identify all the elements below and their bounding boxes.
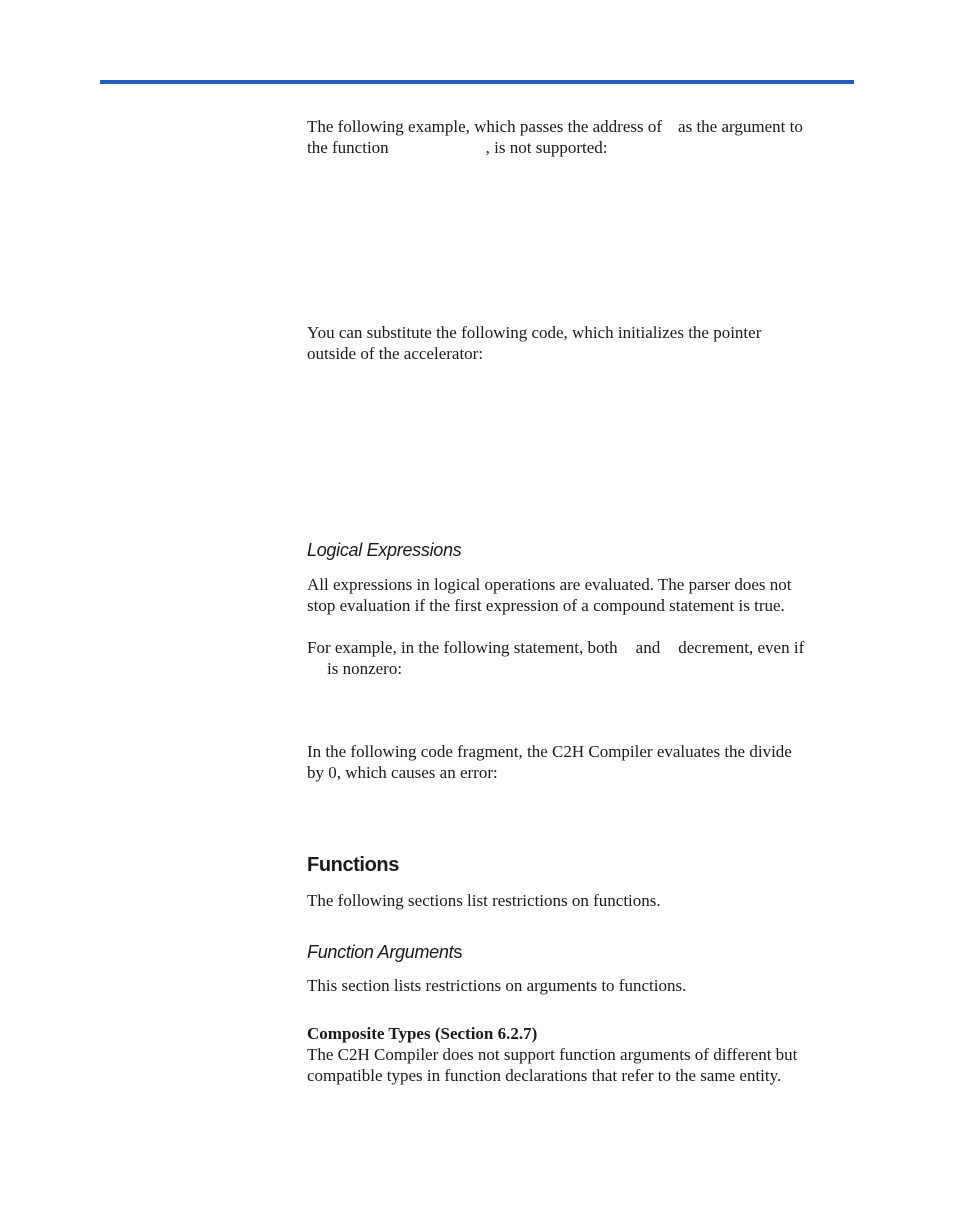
paragraph-divide-by-zero xyxy=(307,741,854,783)
text-line: All expressions in logical operations are evaluated. The parser does not xyxy=(307,575,792,594)
text-fragment: The following example, which passes the address of xyxy=(307,117,663,136)
heading-part: Function Argument xyxy=(307,942,454,962)
text-fragment: is nonzero: xyxy=(327,659,403,678)
header-rule xyxy=(100,80,854,84)
paragraph-address-example xyxy=(307,116,854,158)
text-line xyxy=(307,137,854,158)
text-line: The C2H Compiler does not support function arguments of different but xyxy=(307,1045,798,1064)
text-line: You can substitute the following code, which initializes the pointer xyxy=(307,323,762,342)
text-line: outside of the accelerator: xyxy=(307,344,484,363)
text-fragment: , is not supported: xyxy=(485,138,608,157)
paragraph-functions-intro xyxy=(307,890,854,911)
text-fragment: the function xyxy=(307,138,389,157)
text-line: by 0, which causes an error: xyxy=(307,763,498,782)
heading-logical-expressions: Logical Expressions xyxy=(307,540,462,560)
paragraph-arguments-intro xyxy=(307,975,854,996)
heading-function-arguments xyxy=(307,941,462,963)
text-line xyxy=(307,658,854,679)
text-line: compatible types in function declarations that refer to the same entity. xyxy=(307,1066,782,1085)
text-line: In the following code fragment, the C2H Compiler evaluates the divide xyxy=(307,742,792,761)
paragraph-decrement-example xyxy=(307,637,854,679)
heading-functions: Functions xyxy=(307,854,399,876)
text-line: stop evaluation if the first expression of a compound statement is true. xyxy=(307,596,785,615)
paragraph-substitute-code xyxy=(307,322,854,364)
text-line xyxy=(307,637,854,658)
text-fragment: and xyxy=(635,638,661,657)
text-fragment: as the argument to xyxy=(678,117,803,136)
text-line: The following sections list restrictions on functions. xyxy=(307,891,661,910)
heading-part: s xyxy=(453,942,463,962)
subheading-composite-types: Composite Types (Section 6.2.7) xyxy=(307,1024,538,1043)
text-line: This section lists restrictions on arguments to functions. xyxy=(307,976,687,995)
text-line xyxy=(307,116,854,137)
section-composite-types xyxy=(307,1023,854,1086)
paragraph-logical-evaluation xyxy=(307,574,854,616)
text-fragment: For example, in the following statement, both xyxy=(307,638,618,657)
text-fragment: decrement, even if xyxy=(678,638,805,657)
